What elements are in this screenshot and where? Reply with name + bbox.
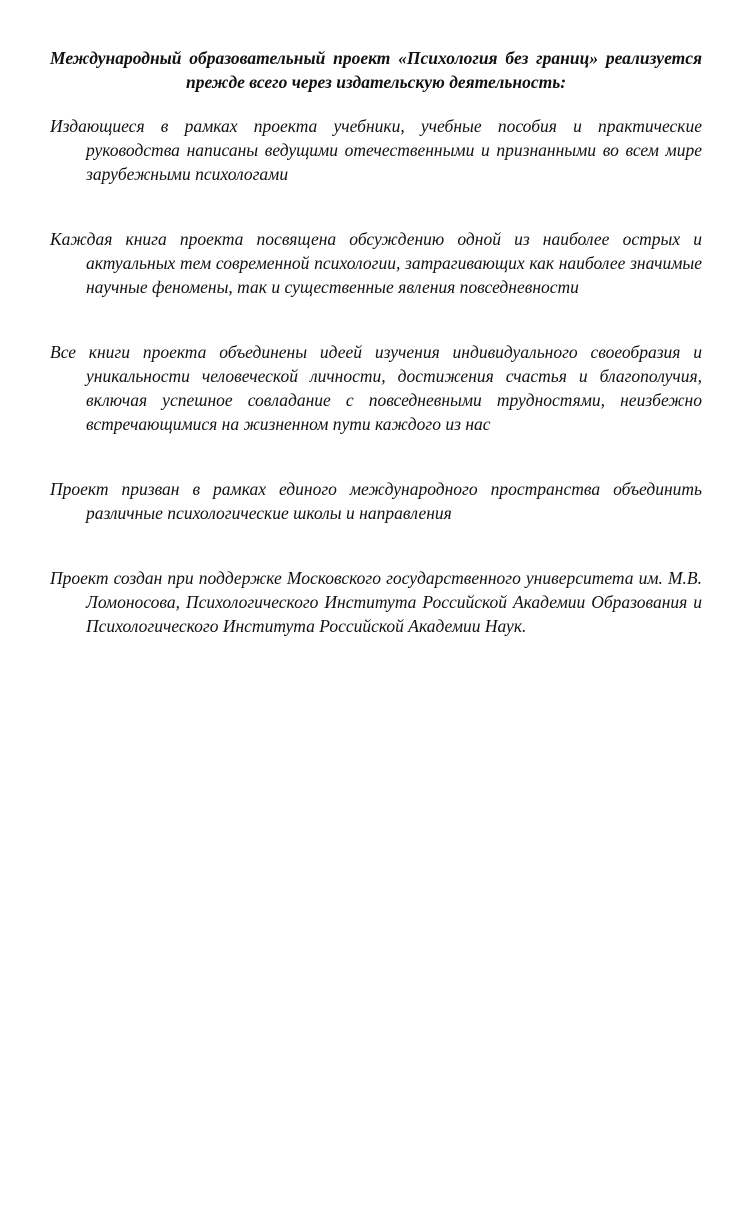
paragraph-textbooks: Издающиеся в рамках проекта учебники, учебные пособия и практические руководства написаны ведущими отечественными и признанными во всем мире зарубежными психологами xyxy=(50,116,702,184)
intro-heading: Международный образовательный проект «Психология без границ» реализуется прежде всего через издательскую деятельность: xyxy=(50,48,702,92)
paragraph-mission: Проект призван в рамках единого международного пространства объединить различные психологические школы и направления xyxy=(50,479,702,523)
paragraph-topics: Каждая книга проекта посвящена обсуждению одной из наиболее острых и актуальных тем современной психологии, затрагивающих как наиболее значимые научные феномены, так и существенные явления повседневности xyxy=(50,229,702,297)
text-block xyxy=(50,46,702,638)
paragraph-support: Проект создан при поддержке Московского государственного университета им. М.В. Ломоносова, Психологического Института Российской Академии Образования и Психологического Института Российской Академии Наук. xyxy=(50,568,702,636)
paragraph-idea: Все книги проекта объединены идеей изучения индивидуального своеобразия и уникальности человеческой личности, достижения счастья и благополучия, включая успешное совладание с повседневными трудностями, неизбежно встречающимися на жизненном пути каждого из нас xyxy=(50,342,702,434)
